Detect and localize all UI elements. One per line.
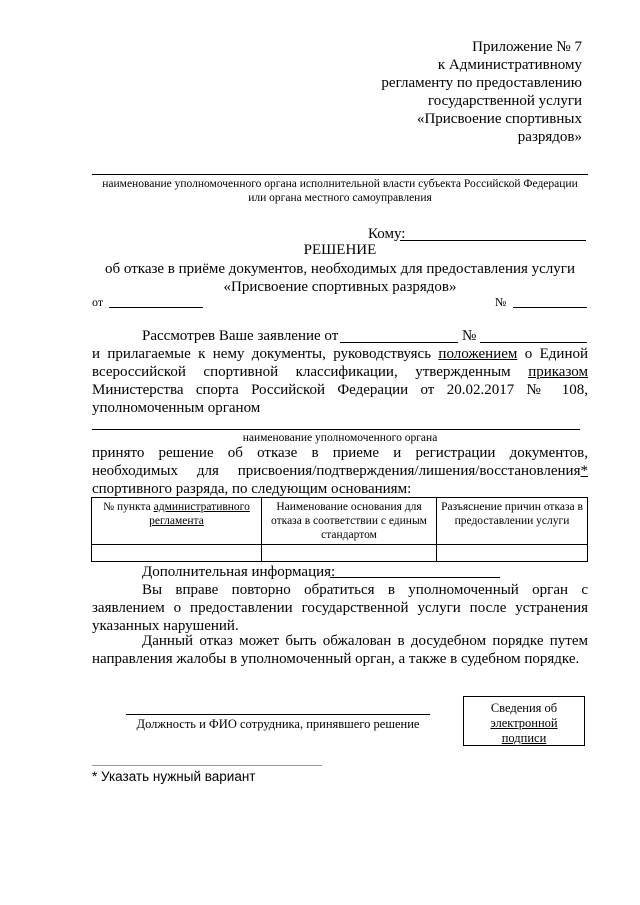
clause-label: № пункта bbox=[103, 501, 151, 513]
date-fill-line[interactable] bbox=[109, 307, 203, 308]
reasons-table bbox=[91, 497, 588, 562]
table-cell[interactable] bbox=[437, 545, 588, 562]
number-label: № bbox=[495, 295, 507, 309]
para2-part-b: спортивного разряда, по следующим основаниям: bbox=[92, 481, 412, 497]
footnote-text: * Указать нужный вариант bbox=[92, 769, 256, 784]
signature-caption: Должность и ФИО сотрудника, принявшего решение bbox=[136, 717, 420, 731]
para2-text bbox=[92, 444, 588, 498]
para3-text: Вы вправе повторно обратиться в уполномоченный орган с заявлением о предоставлении государственной услуги после устранения указанных нарушений. bbox=[92, 582, 588, 634]
table-row bbox=[92, 545, 588, 562]
document-title: РЕШЕНИЕ bbox=[303, 242, 377, 258]
appendix-line-3: регламенту по предоставлению bbox=[381, 75, 582, 91]
esign-box bbox=[463, 696, 585, 746]
table-header-row bbox=[92, 498, 588, 545]
document-subtitle-1: об отказе в приёме документов, необходимых для предоставления услуги bbox=[105, 261, 575, 277]
para1-part-b: о Единой всероссийской спортивной классификации, утвержденным bbox=[92, 346, 588, 380]
application-date-fill[interactable] bbox=[340, 342, 458, 343]
appendix-line-6: разрядов» bbox=[517, 129, 582, 145]
para1-part-a: и прилагаемые к нему документы, руководствуясь bbox=[92, 346, 432, 362]
table-header-clause bbox=[92, 498, 262, 545]
appendix-line-5: «Присвоение спортивных bbox=[416, 111, 582, 127]
to-label: Кому: bbox=[368, 226, 406, 242]
date-label: от bbox=[92, 295, 104, 309]
appendix-line-1: Приложение № 7 bbox=[472, 39, 582, 55]
table-header-explanation: Разъяснение причин отказа в предоставлении услуги bbox=[437, 498, 588, 545]
para1-start: Рассмотрев Ваше заявление от bbox=[142, 328, 339, 344]
order-link[interactable]: приказом bbox=[528, 364, 589, 380]
esign-line-1: Сведения об bbox=[490, 701, 558, 715]
appendix-line-4: государственной услуги bbox=[428, 93, 582, 109]
table-cell[interactable] bbox=[92, 545, 262, 562]
para1-part-c: Министерства спорта Российской Федерации от 20.02.2017 № 108, уполномоченным органом bbox=[92, 382, 588, 416]
para1-text bbox=[92, 345, 588, 417]
para2-part-a: принято решение об отказе в приеме и регистрации документов, необходимых для присвоения/подтверждения/лишения/восстановления bbox=[92, 445, 588, 479]
table-header-reason: Наименование основания для отказа в соответствии с единым стандартом bbox=[262, 498, 437, 545]
table-cell[interactable] bbox=[262, 545, 437, 562]
organ-fill-line[interactable] bbox=[92, 429, 580, 430]
authority-caption: наименование уполномоченного органа исполнительной власти субъекта Российской Федерации или органа местного самоуправления bbox=[102, 178, 578, 204]
signature-fill-line[interactable] bbox=[126, 714, 430, 715]
esign-line-3: подписи bbox=[501, 731, 547, 745]
admin-regulation-link[interactable]: административного регламента bbox=[149, 501, 250, 527]
esign-line-2: электронной bbox=[490, 716, 558, 730]
regulation-link[interactable]: положением bbox=[438, 346, 518, 362]
additional-info-label: Дополнительная информация: bbox=[142, 564, 336, 580]
organ-caption: наименование уполномоченного органа bbox=[242, 432, 438, 444]
footnote-star: * bbox=[580, 463, 588, 479]
number-fill-line[interactable] bbox=[513, 307, 587, 308]
additional-info-fill[interactable] bbox=[330, 577, 500, 578]
footnote-separator bbox=[92, 765, 322, 766]
appendix-line-2: к Административному bbox=[437, 57, 582, 73]
appendix-header bbox=[282, 38, 582, 146]
para1-num-label: № bbox=[462, 328, 477, 344]
para4-text: Данный отказ может быть обжалован в досудебном порядке путем направления жалобы в уполномоченный орган, а также в судебном порядке. bbox=[92, 633, 588, 667]
document-subtitle-2: «Присвоение спортивных разрядов» bbox=[223, 279, 457, 295]
application-number-fill[interactable] bbox=[480, 342, 587, 343]
authority-fill-line[interactable] bbox=[92, 174, 588, 175]
